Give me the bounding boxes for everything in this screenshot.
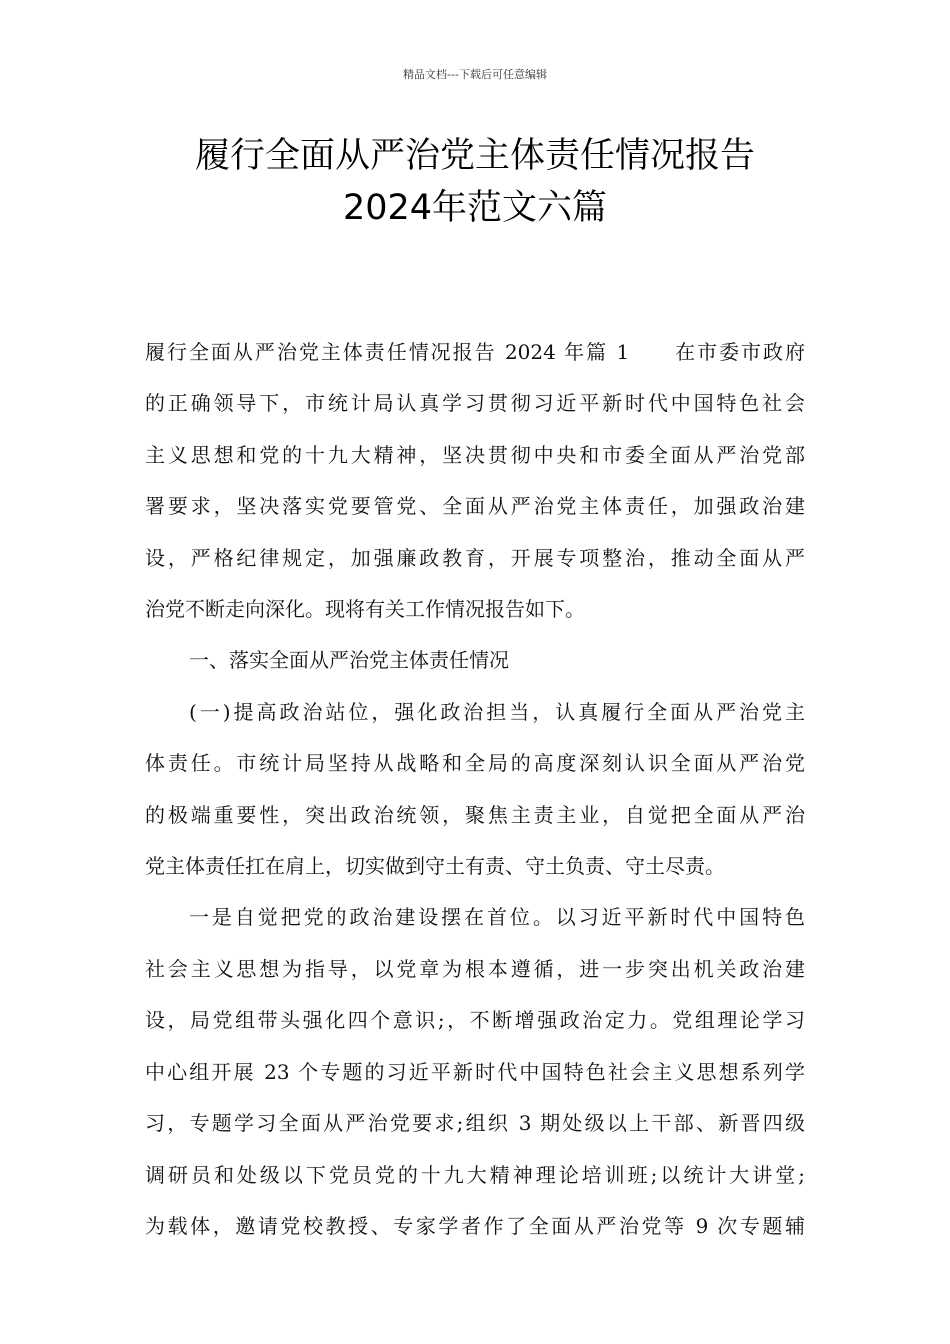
body-line: 治党不断走向深化。现将有关工作情况报告如下。 [145, 597, 585, 622]
body-line: 社会主义思想为指导，以党章为根本遵循，进一步突出机关政治建 [145, 956, 805, 981]
body-line: 中心组开展 23 个专题的习近平新时代中国特色社会主义思想系列学 [145, 1059, 805, 1084]
title-line-1: 履行全面从严治党主体责任情况报告 [194, 136, 755, 176]
body-line: 的正确领导下，市统计局认真学习贯彻习近平新时代中国特色社会 [145, 391, 805, 416]
body-line: 主义思想和党的十九大精神，坚决贯彻中央和市委全面从严治党部 [145, 442, 805, 467]
body-line: 署要求，坚决落实党要管党、全面从严治党主体责任，加强政治建 [145, 494, 805, 519]
body-line: (一)提高政治站位，强化政治担当，认真履行全面从严治党主 [189, 699, 805, 724]
body-line: 为载体，邀请党校教授、专家学者作了全面从严治党等 9 次专题辅 [145, 1213, 805, 1238]
body-line: 党主体责任扛在肩上，切实做到守土有责、守土负责、守土尽责。 [145, 854, 725, 879]
body-line: 的极端重要性，突出政治统领，聚焦主责主业，自觉把全面从严治 [145, 802, 805, 827]
document-title [0, 130, 950, 234]
section-heading: 一、落实全面从严治党主体责任情况 [189, 648, 509, 673]
body-line: 习，专题学习全面从严治党要求;组织 3 期处级以上干部、新晋四级 [145, 1111, 805, 1136]
title-line-2: 2024年范文六篇 [342, 188, 608, 228]
body-line: 设，局党组带头强化四个意识;，不断增强政治定力。党组理论学习 [145, 1008, 805, 1033]
header-note: 精品文档---下载后可任意编辑 [403, 68, 547, 81]
body-line: 履行全面从严治党主体责任情况报告 2024 年篇 1 在市委市政府 [145, 340, 805, 364]
body-line: 设，严格纪律规定，加强廉政教育，开展专项整治，推动全面从严 [145, 545, 805, 570]
body-line: 调研员和处级以下党员党的十九大精神理论培训班;以统计大讲堂; [145, 1162, 805, 1187]
document-body [145, 327, 805, 1252]
body-line: 一是自觉把党的政治建设摆在首位。以习近平新时代中国特色 [189, 905, 805, 930]
body-line: 体责任。市统计局坚持从战略和全局的高度深刻认识全面从严治党 [145, 751, 805, 776]
